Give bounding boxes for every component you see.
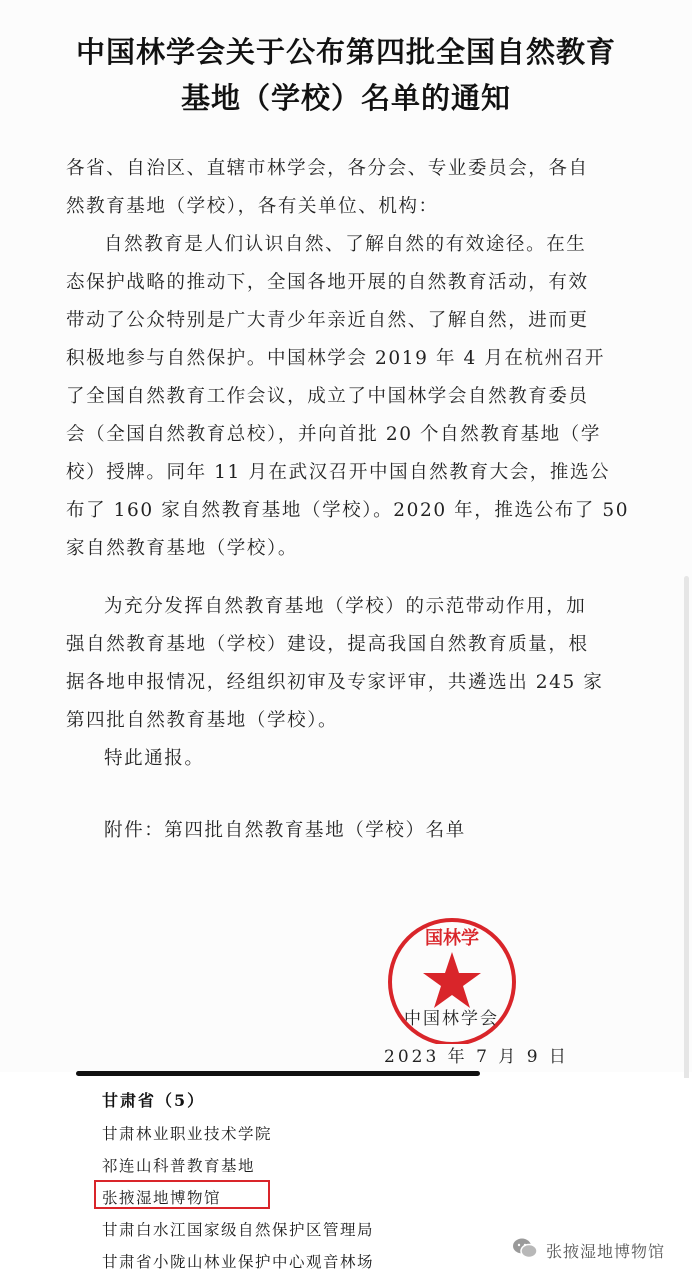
list-item: 祁连山科普教育基地 [102,1157,256,1175]
paragraph-line: 自然教育是人们认识自然、了解自然的有效途径。在生 [104,234,587,255]
account-watermark [512,1238,665,1262]
paragraph-line: 校）授牌。同年 11 月在武汉召开中国自然教育大会，推选公 [66,462,611,483]
salutation-line: 各省、自治区、直辖市林学会，各分会、专业委员会，各自 [66,158,589,179]
paragraph-line: 强自然教育基地（学校）建设，提高我国自然教育质量，根 [66,634,589,655]
attachment-line: 附件：第四批自然教育基地（学校）名单 [104,820,466,841]
document-title-line1: 中国林学会关于公布第四批全国自然教育 [75,35,616,69]
section-divider [76,1071,480,1076]
province-heading: 甘肃省（5） [102,1091,206,1110]
document-title-line2: 基地（学校）名单的通知 [180,81,511,115]
paragraph-line: 据各地申报情况，经组织初审及专家评审，共遴选出 245 家 [66,672,604,693]
list-item: 甘肃林业职业技术学院 [102,1125,273,1143]
list-item: 甘肃省小陇山林业保护中心观音林场 [102,1253,375,1271]
signer-name: 中国林学会 [404,1009,499,1029]
closing-line: 特此通报。 [104,748,205,769]
seal-text: 国林学 [425,928,479,949]
paragraph-line: 布了 160 家自然教育基地（学校）。2020 年，推选公布了 50 [66,500,630,521]
paragraph-line: 第四批自然教育基地（学校）。 [66,710,339,731]
paragraph-line: 积极地参与自然保护。中国林学会 2019 年 4 月在杭州召开 [66,348,605,369]
wechat-icon [512,1237,538,1263]
paragraph-line: 家自然教育基地（学校）。 [66,538,298,559]
seal-star-icon [423,952,481,1008]
list-item: 甘肃白水江国家级自然保护区管理局 [102,1221,375,1239]
paragraph-line: 了全国自然教育工作会议，成立了中国林学会自然教育委员 [66,386,589,407]
paragraph-line: 会（全国自然教育总校），并向首批 20 个自然教育基地（学 [66,424,601,445]
signature-date: 2023 年 7 月 9 日 [384,1047,569,1067]
salutation-line: 然教育基地（学校），各有关单位、机构： [66,196,439,217]
list-item-highlighted: 张掖湿地博物馆 [102,1189,222,1207]
paragraph-line: 带动了公众特别是广大青少年亲近自然、了解自然，进而更 [66,310,589,331]
account-name: 张掖湿地博物馆 [546,1241,666,1261]
paragraph-line: 态保护战略的推动下，全国各地开展的自然教育活动，有效 [66,272,589,293]
paragraph-line: 为充分发挥自然教育基地（学校）的示范带动作用，加 [104,596,587,617]
highlight-box [94,1180,270,1209]
